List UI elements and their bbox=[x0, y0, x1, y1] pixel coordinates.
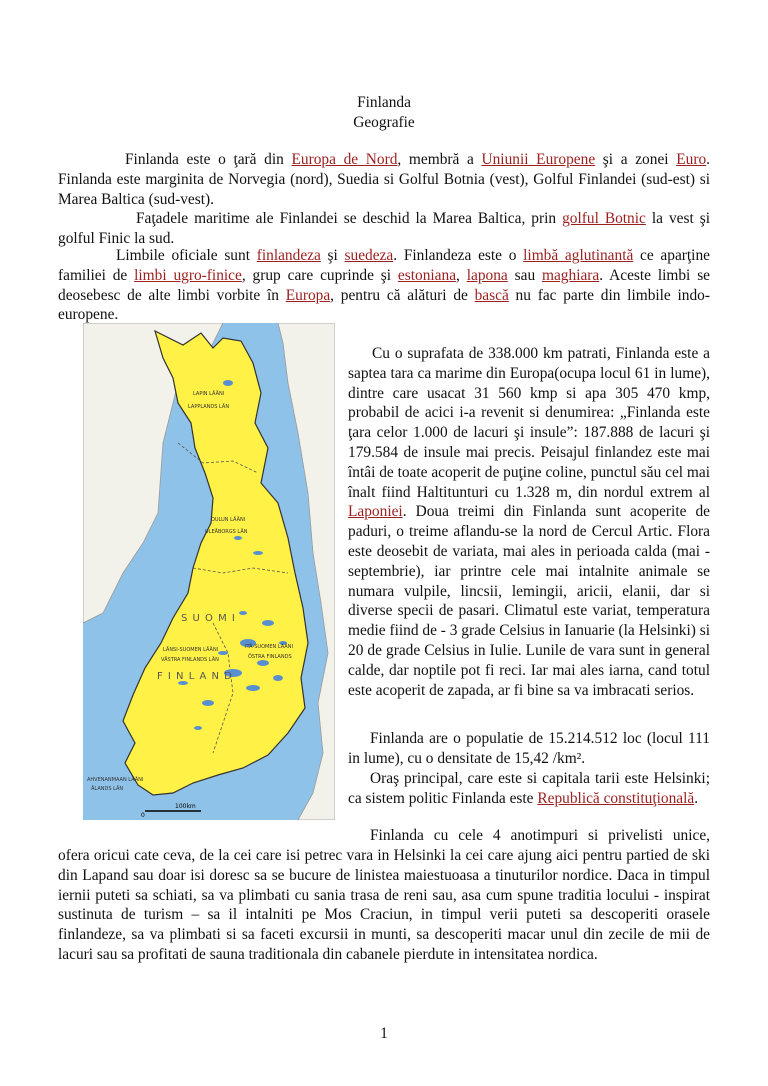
text: . Finlanda este marginita de Norvegia (nord), Suedia si Golful Botnia (vest), Golful Finlandei (sud-est) si Marea Baltica (sud-vest). bbox=[58, 151, 710, 208]
text: , grup care cuprinde şi bbox=[241, 266, 398, 284]
document-title bbox=[0, 93, 768, 133]
map-label-aland: ÅLANDS LÄN bbox=[91, 786, 124, 792]
text: . Finlandeza este o bbox=[393, 247, 524, 264]
text: , bbox=[456, 266, 467, 284]
link-finlandeza[interactable]: finlandeza bbox=[256, 247, 321, 264]
text: Oraş principal, care este si capitala tarii este Helsinki; ca sistem politic Finlanda este bbox=[348, 770, 710, 807]
paragraph-coast bbox=[58, 209, 710, 249]
text: Limbile oficiale sunt bbox=[116, 247, 257, 264]
text: ce aparţine familiei de bbox=[58, 247, 710, 284]
link-estoniana[interactable]: estoniana bbox=[397, 266, 457, 284]
link-euro[interactable]: Euro bbox=[676, 151, 707, 168]
link-europa[interactable]: Europa bbox=[285, 286, 331, 304]
link-laponiei[interactable]: Laponiei bbox=[348, 503, 403, 521]
map-scale-label: 100km bbox=[175, 803, 196, 810]
link-limba-aglutinanta[interactable]: limbă aglutinantă bbox=[523, 247, 634, 264]
text: , membră a bbox=[397, 151, 482, 168]
page-number: 1 bbox=[380, 1025, 388, 1042]
text: nu fac parte din limbile indo-europene. bbox=[58, 286, 711, 324]
map-label-finland: F I N L A N D bbox=[157, 671, 233, 682]
link-uniunii-europene[interactable]: Uniunii Europene bbox=[481, 151, 596, 168]
finland-map bbox=[83, 323, 335, 820]
text: . Aceste limbi se deosebesc de alte limbi vorbite în bbox=[58, 266, 711, 304]
map-label-uleaborgs: ULEÅBORGS LÄN bbox=[205, 529, 248, 535]
map-label-lansi: LÄNSI-SUOMEN LÄÄNI bbox=[163, 647, 219, 653]
map-label-lapin: LAPIN LÄÄNI bbox=[193, 391, 225, 397]
map-label-vastra: VÄSTRA FINLANDS LÄN bbox=[161, 657, 219, 663]
text: Cu o suprafata de 338.000 km patrati, Finlanda este a saptea tara ca marime din Europa(ocupa locul 61 in lume), dintre care usacat 31 560 kmp si apa 305 470 kmp, probabil de acici i-a revenit si denumirea: „Finlanda este ţara celor 1.000 de lacuri şi insule”: 187.888 de lacuri şi 179.584 de insule mai precis. Peisajul finlandez este mai întâi de toate acoperit de puţine coline, punctul său cel mai înalt fiind Haltitunturi cu 1.328 m, din nordul extrem al bbox=[348, 345, 710, 501]
text: şi a zonei bbox=[595, 151, 677, 168]
subtitle-text: Geografie bbox=[353, 113, 415, 131]
paragraph-surface bbox=[348, 344, 710, 700]
text: . Doua treimi din Finlanda sunt acoperite de paduri, o treime aflandu-se la nord de Cercul Artic. Flora este deosebit de variata, mai ales in perioada calda (mai - septembrie), iar printre cele mai intalnite animale se numara vulpile, lincsii, lemingii, aricii, elanii, dar si diverse specii de pasari. Climatul este variat, temperatura medie fiind de - 3 grade Celsius in Ianuarie (la Helsinki) si 20 de grade Celsius in Iulie. Lunile de vara sunt in general calde, dar noptile pot fi reci. Iar mai ales iarna, cand totul este acoperit de zapada, ar fi bine sa va imbracati serios. bbox=[348, 503, 711, 699]
map-label-ostra: ÖSTRA FINLANDS bbox=[248, 654, 292, 660]
paragraph-seasons: ofera oricui cate ceva, de la cei care isi petrec vara in Helsinki la cei care ajung aici pentru partied de ski din Lapand sau doar isi doresc sa se bucure de linistea maiestuoasa a tinuturilor nordice. Daca in timpul iernii puteti sa schiati, sa va plimbati cu sania trasa de reni sau, asa cum spune traditia locului - inspirat sustinuta de turism – sa il intalniti pe Mos Craciun, in timpul verii puteti sa descoperiti orasele finlandeze, sa va plimbati si sa faceti excursii in munti, sa descoperiti macar unul din zecile de mii de lacuri sau sa profitati de sauna traditionala din cabanele pierdute in intensitatea nordica. bbox=[58, 847, 710, 963]
link-golful-botnic[interactable]: golful Botnic bbox=[562, 210, 646, 227]
paragraph-intro bbox=[58, 150, 710, 209]
text: Faţadele maritime ale Finlandei se deschid la Marea Baltica, prin bbox=[136, 210, 563, 227]
link-basca[interactable]: bască bbox=[474, 286, 509, 304]
text: . bbox=[694, 789, 699, 807]
link-limbi-ugro-finice[interactable]: limbi ugro-finice bbox=[134, 266, 242, 284]
link-suedeza[interactable]: suedeza bbox=[344, 247, 394, 264]
link-republica-constitutionala[interactable]: Republică constituţională bbox=[537, 789, 695, 807]
map-scale-zero: 0 bbox=[141, 812, 145, 819]
paragraph-capital bbox=[348, 769, 710, 809]
paragraph-languages bbox=[58, 246, 710, 325]
map-label-oulun: OULUN LÄÄNI bbox=[211, 517, 246, 523]
link-lapona[interactable]: lapona bbox=[466, 266, 508, 284]
paragraph-population: Finlanda are o populatie de 15.214.512 loc (locul 111 in lume), cu o densitate de 15,42 /km². bbox=[348, 730, 710, 767]
link-maghiara[interactable]: maghiara bbox=[542, 266, 600, 284]
text: şi bbox=[320, 247, 345, 264]
text: la vest şi golful Finic la sud. bbox=[58, 210, 710, 247]
text: sau bbox=[507, 266, 542, 284]
map-label-suomi: S U O M I bbox=[181, 613, 236, 624]
text: Finlanda este o ţară din bbox=[125, 151, 292, 168]
link-europa-de-nord[interactable]: Europa de Nord bbox=[291, 151, 398, 168]
map-label-ahvenanmaa: AHVENANMAAN LÄÄNI bbox=[87, 777, 144, 783]
paragraph-seasons-start: Finlanda cu cele 4 anotimpuri si privelisti unice, bbox=[370, 827, 710, 844]
map-label-itasuomen: ITÄ-SUOMEN LÄÄNI bbox=[245, 644, 293, 650]
text: , pentru că alături de bbox=[330, 286, 475, 304]
map-label-lapland: LAPPLANDS LÄN bbox=[188, 404, 230, 410]
title-text: Finlanda bbox=[357, 94, 411, 111]
